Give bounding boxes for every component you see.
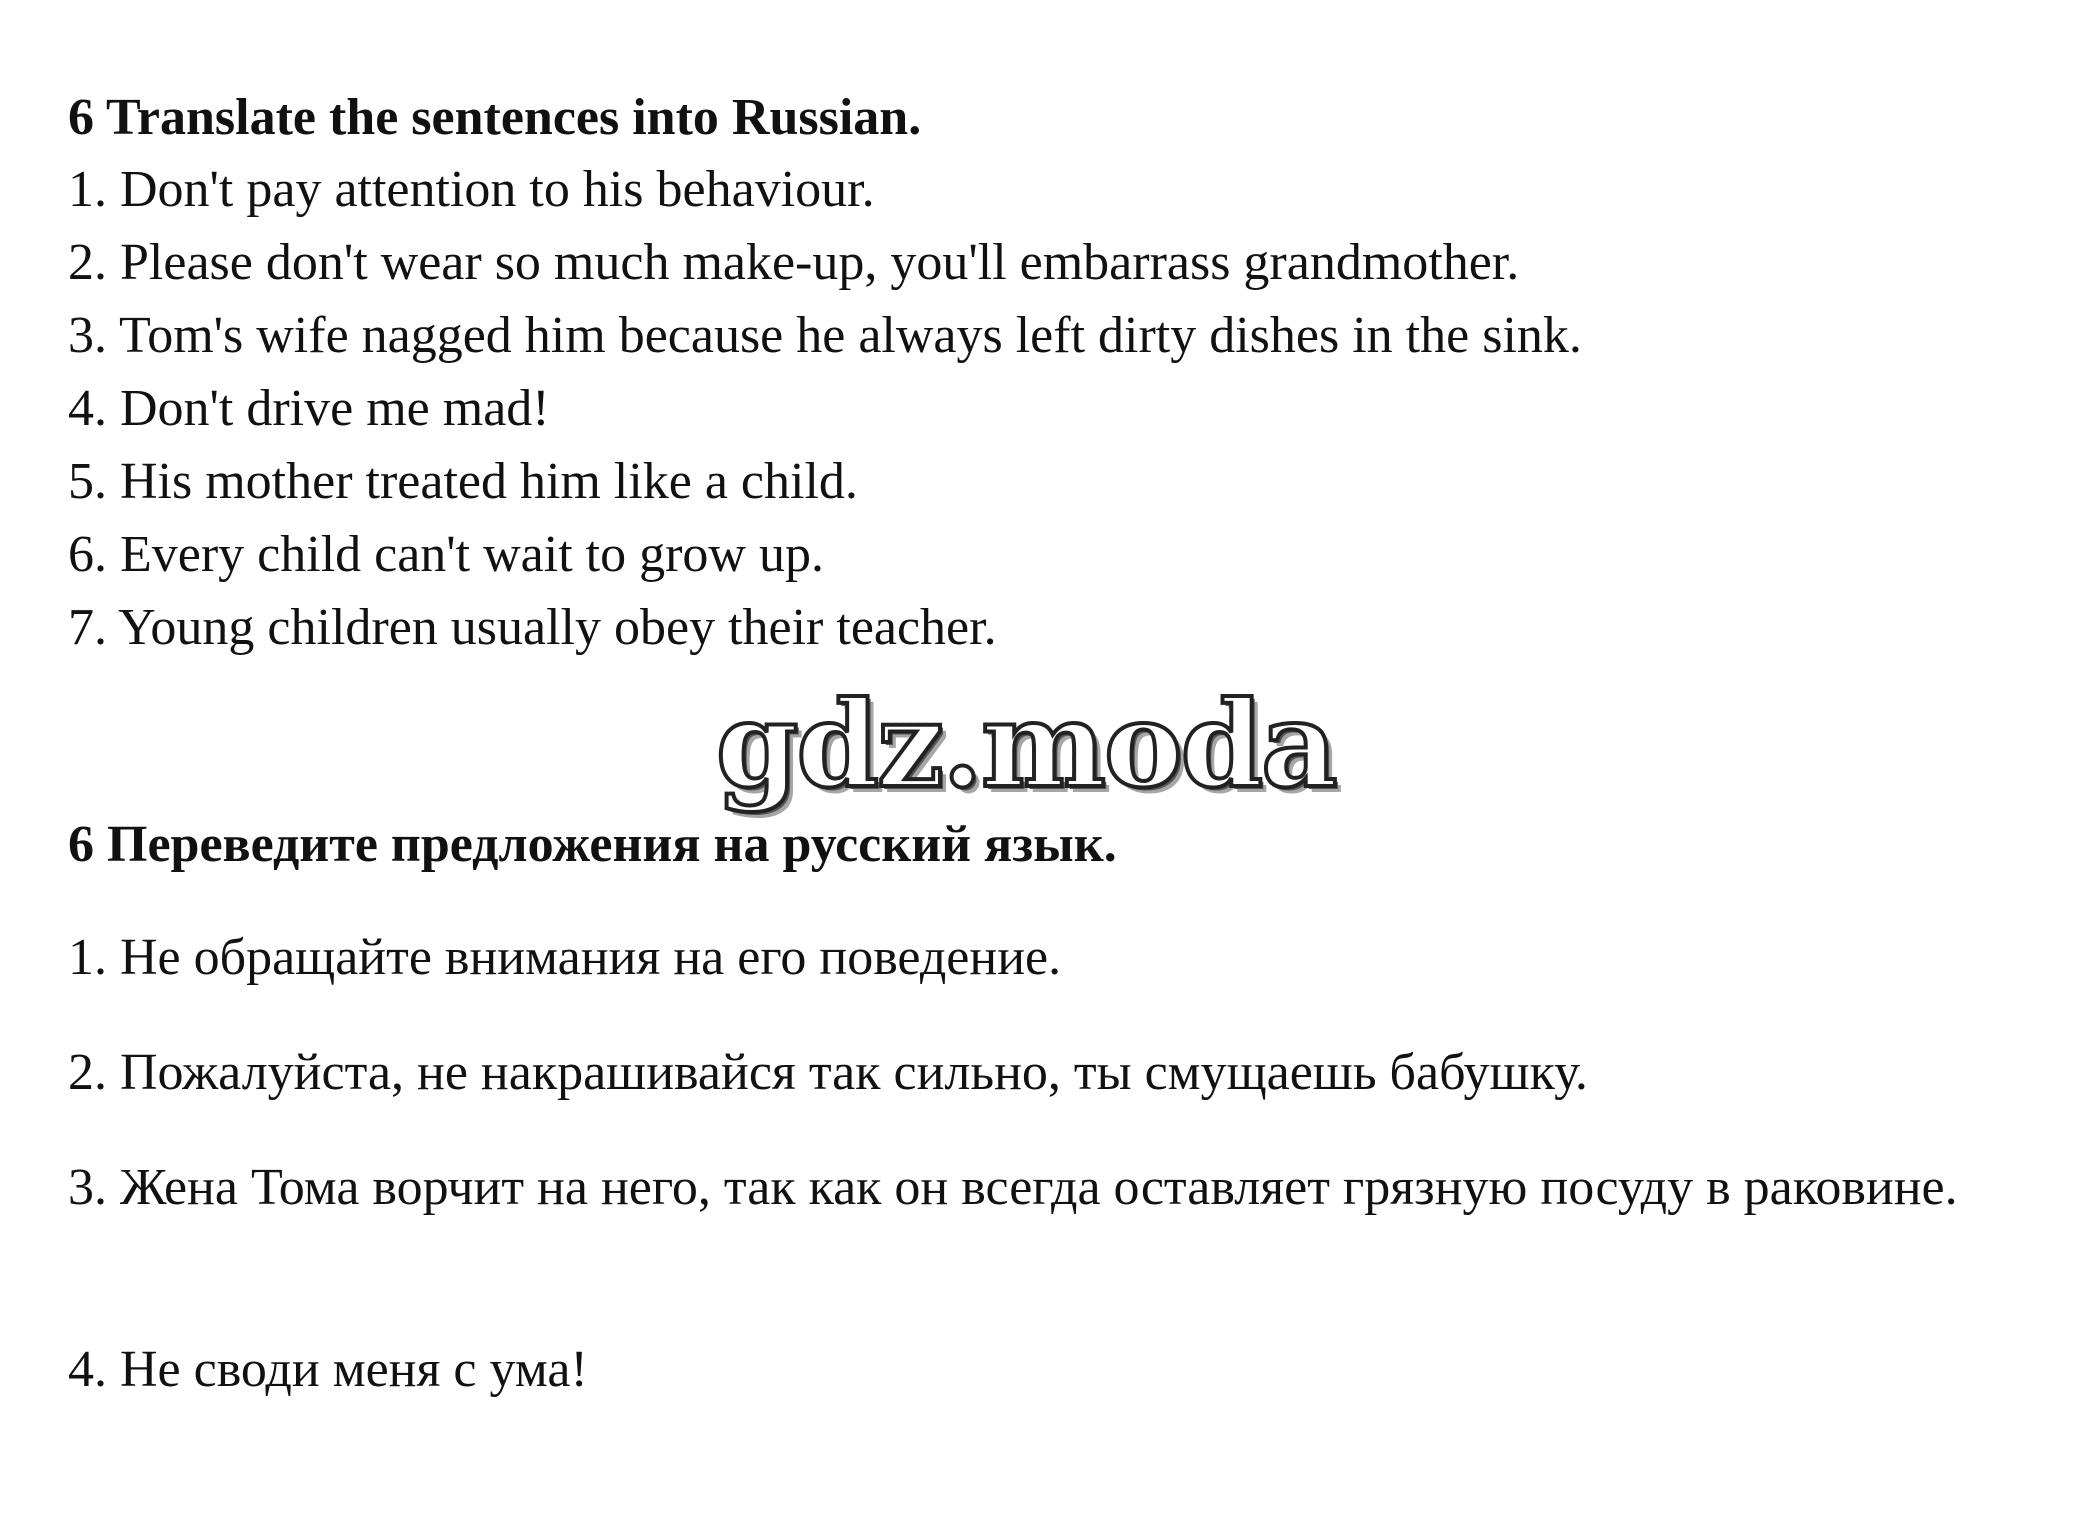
watermark-logo: gdz.moda xyxy=(716,675,1336,814)
english-sentence-2: 2. Please don't wear so much make-up, you'll embarrass grandmother. xyxy=(68,234,1520,291)
english-sentence-4: 4. Don't drive me mad! xyxy=(68,380,550,437)
russian-sentence-2: 2. Пожалуйста, не накрашивайся так сильно, ты смущаешь бабушку. xyxy=(68,1044,1588,1101)
english-sentence-1: 1. Don't pay attention to his behaviour. xyxy=(68,161,875,218)
english-heading: 6 Translate the sentences into Russian. xyxy=(68,89,922,146)
russian-sentence-1: 1. Не обращайте внимания на его поведение. xyxy=(68,929,1062,986)
russian-sentence-3: 3. Жена Тома ворчит на него, так как он всегда оставляет грязную посуду в раковине. xyxy=(68,1159,1958,1216)
english-sentence-7: 7. Young children usually obey their teacher. xyxy=(68,599,997,656)
english-sentence-5: 5. His mother treated him like a child. xyxy=(68,453,858,510)
english-sentence-6: 6. Every child can't wait to grow up. xyxy=(68,526,824,583)
russian-heading: 6 Переведите предложения на русский язык. xyxy=(68,816,1117,873)
russian-sentence-4: 4. Не своди меня с ума! xyxy=(68,1341,588,1398)
english-sentence-3: 3. Tom's wife nagged him because he always left dirty dishes in the sink. xyxy=(68,307,1582,364)
